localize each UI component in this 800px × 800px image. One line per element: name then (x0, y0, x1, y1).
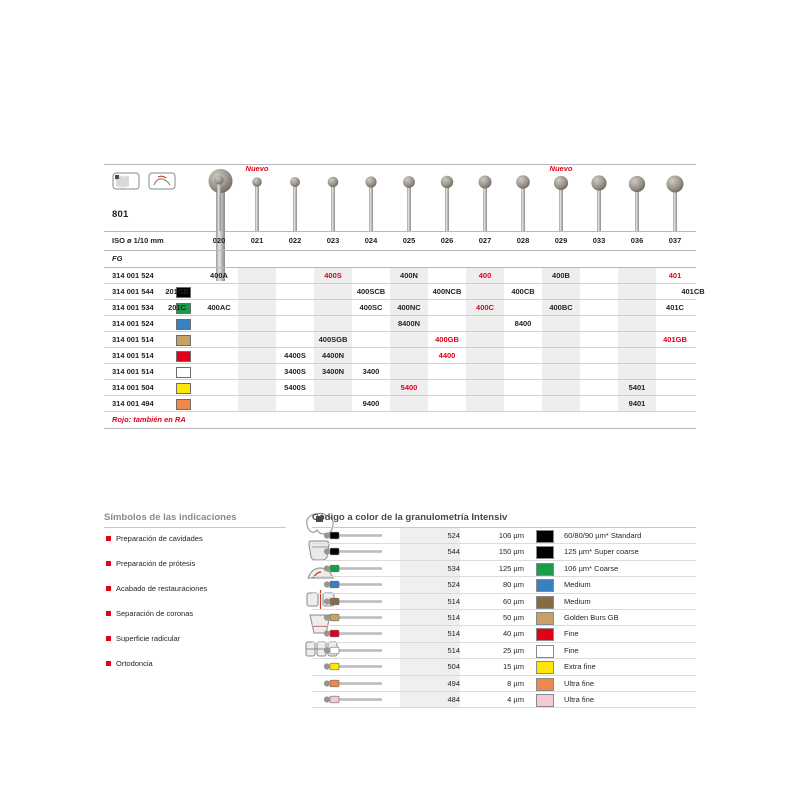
catalog-header-row (104, 165, 696, 232)
column-shade (238, 332, 276, 347)
bur-023 (314, 165, 352, 231)
bur-028 (504, 165, 542, 231)
color-code-number: 544 (447, 547, 460, 557)
color-code-swatch (536, 579, 554, 592)
bur-024 (352, 165, 390, 231)
color-code-row (312, 577, 696, 593)
color-code-grain-size: 15 µm (503, 662, 524, 672)
column-shade (542, 332, 580, 347)
color-code-number: 514 (447, 645, 460, 655)
shank-row (104, 251, 696, 268)
color-code-description: Medium (564, 580, 591, 590)
color-code-bur-illustration (312, 528, 400, 543)
catalog-product-code: 400BC (549, 303, 573, 312)
bur-033 (580, 165, 618, 231)
color-code-swatch (536, 546, 554, 559)
indication-icons (112, 171, 178, 193)
color-code-row (312, 594, 696, 610)
catalog-row (104, 268, 696, 283)
color-code-number: 524 (447, 580, 460, 590)
column-shade (390, 332, 428, 347)
color-code-description: Ultra fine (564, 694, 595, 704)
catalog-product-code: 400AC (207, 303, 231, 312)
symbol-label-4: Superficie radicular (116, 634, 181, 643)
bullet-icon (106, 661, 111, 666)
symbol-row-prosthesis-prep (104, 553, 286, 578)
grit-color-swatch (176, 319, 191, 330)
color-code-bur-illustration (312, 577, 400, 592)
grit-color-swatch (176, 399, 191, 410)
table-bottom-rule (104, 428, 696, 429)
iso-size-row (104, 232, 696, 251)
iso-size-0: 020 (212, 236, 226, 245)
column-shade (390, 284, 428, 299)
catalog-row (104, 364, 696, 379)
catalog-product-code: 400N (400, 271, 418, 280)
iso-size-12: 037 (668, 236, 682, 245)
catalog-product-code: 4400N (321, 351, 345, 360)
color-code-bur-illustration (312, 594, 400, 609)
color-code-number: 504 (447, 662, 460, 672)
column-shade (390, 396, 428, 411)
column-shade (542, 364, 580, 379)
iso-size-4: 024 (364, 236, 378, 245)
column-shade (238, 396, 276, 411)
catalog-product-code: 8400 (514, 319, 532, 328)
column-shade (542, 396, 580, 411)
catalog-product-code: 401 (668, 271, 682, 280)
color-code-swatch (536, 612, 554, 625)
catalog-row-reference: 314 001 544 (112, 287, 154, 296)
color-code-bur-illustration (312, 544, 400, 559)
color-code-bur-illustration (312, 659, 400, 674)
catalog-product-code: 3400N (321, 367, 345, 376)
bur-027 (466, 165, 504, 231)
grit-color-swatch (176, 367, 191, 378)
color-code-grain-size: 8 µm (507, 678, 524, 688)
color-code-bur-illustration (312, 561, 400, 576)
catalog-row-reference: 314 001 514 (112, 367, 154, 376)
column-shade (466, 396, 504, 411)
catalog-row (104, 316, 696, 331)
color-code-row (312, 626, 696, 642)
color-code-description: Fine (564, 645, 579, 655)
color-code-number: 514 (447, 612, 460, 622)
symbols-title: Símbolos de las indicaciones (104, 512, 286, 528)
catalog-product-code: 3400S (284, 367, 306, 376)
column-shade (314, 380, 352, 395)
iso-row-label: ISO ø 1/10 mm (112, 236, 164, 245)
color-code-description: Extra fine (564, 662, 596, 672)
color-code-swatch (536, 645, 554, 658)
bur-026 (428, 165, 466, 231)
column-shade (466, 348, 504, 363)
color-code-swatch (536, 678, 554, 691)
color-code-row (312, 528, 696, 544)
shape-code: 801 (112, 209, 129, 220)
iso-size-10: 033 (592, 236, 606, 245)
catalog-product-code: 4400 (438, 351, 456, 360)
catalog-product-code: 9401 (628, 399, 646, 408)
catalog-row-reference: 314 001 524 (112, 271, 154, 280)
color-code-row (312, 544, 696, 560)
catalog-product-code: 400GB (435, 335, 459, 344)
column-shade (542, 380, 580, 395)
catalog-product-code: 201C (168, 303, 186, 312)
column-shade (238, 284, 276, 299)
column-shade (390, 348, 428, 363)
color-code-number: 494 (447, 678, 460, 688)
symbol-label-0: Preparación de cavidades (116, 534, 203, 543)
column-shade (238, 316, 276, 331)
catalog-product-code: 5400 (400, 383, 418, 392)
color-code-bur-illustration (312, 610, 400, 625)
catalog-product-code: 401GB (663, 335, 687, 344)
bur-025 (390, 165, 428, 231)
column-shade (618, 364, 656, 379)
color-code-row (312, 676, 696, 692)
catalog-product-code: 400SC (359, 303, 383, 312)
catalog-product-code: 201CB (165, 287, 189, 296)
bur-021 (238, 165, 276, 231)
symbol-label-1: Preparación de prótesis (116, 559, 196, 568)
symbol-row-crown-separation (104, 603, 286, 628)
bullet-icon (106, 561, 111, 566)
nuevo-badge-021: Nuevo (245, 164, 269, 173)
catalog-product-code: 8400N (397, 319, 421, 328)
color-code-grain-size: 125 µm (498, 563, 524, 573)
column-shade (314, 396, 352, 411)
catalog-product-code: 400NC (397, 303, 421, 312)
color-code-title: Código a color de la granulometría Intensiv (312, 512, 696, 528)
catalog-row (104, 284, 705, 299)
catalog-product-code: 9400 (362, 399, 380, 408)
color-code-description: Fine (564, 629, 579, 639)
color-code-description: 125 µm* Super coarse (564, 547, 639, 557)
color-code-bur-illustration (312, 692, 400, 707)
grit-color-swatch (176, 335, 191, 346)
catalog-rows (104, 268, 705, 412)
bullet-icon (106, 536, 111, 541)
bur-036 (618, 165, 656, 231)
column-shade (238, 380, 276, 395)
catalog-product-code: 400A (210, 271, 228, 280)
catalog-row (104, 300, 696, 315)
catalog-row (104, 332, 696, 347)
catalog-product-code: 401C (666, 303, 684, 312)
catalog-product-code: 400SCB (356, 287, 386, 296)
catalog-row-reference: 314 001 514 (112, 351, 154, 360)
catalog-row-reference: 314 001 524 (112, 319, 154, 328)
color-code-grain-size: 150 µm (498, 547, 524, 557)
symbol-row-root-surface (104, 628, 286, 653)
color-code-swatch (536, 530, 554, 543)
catalog-row-reference: 314 001 514 (112, 335, 154, 344)
column-shade (390, 364, 428, 379)
iso-size-6: 026 (440, 236, 454, 245)
bur-022 (276, 165, 314, 231)
column-shade (466, 316, 504, 331)
catalog-row-reference: 314 001 494 (112, 399, 154, 408)
column-shade (542, 348, 580, 363)
catalog-row-reference: 314 001 534 (112, 303, 154, 312)
column-shade (618, 316, 656, 331)
color-code-bur-illustration (312, 626, 400, 641)
color-code-row (312, 561, 696, 577)
color-code-row (312, 692, 696, 708)
shape-label-cell (104, 165, 200, 231)
symbol-row-orthodontics (104, 653, 286, 678)
catalog-product-code: 400SGB (318, 335, 348, 344)
catalog-row (104, 396, 696, 411)
iso-size-3: 023 (326, 236, 340, 245)
color-code-number: 534 (447, 563, 460, 573)
color-code-swatch (536, 628, 554, 641)
grit-color-swatch (176, 383, 191, 394)
cavity-prep-icon (112, 171, 142, 193)
iso-size-2: 022 (288, 236, 302, 245)
catalog-product-code: 400S (324, 271, 342, 280)
iso-size-9: 029 (554, 236, 568, 245)
color-code-number: 514 (447, 629, 460, 639)
iso-size-8: 028 (516, 236, 530, 245)
catalog-product-code: 400 (478, 271, 492, 280)
bullet-icon (106, 586, 111, 591)
column-shade (238, 348, 276, 363)
column-shade (238, 300, 276, 315)
catalog-footnote (104, 412, 696, 428)
column-shade (238, 268, 276, 283)
bur-037 (656, 165, 694, 231)
catalog-product-code: 401CB (681, 287, 705, 296)
column-shade (466, 380, 504, 395)
catalog-product-code: 400B (552, 271, 570, 280)
color-code-grain-size: 50 µm (503, 612, 524, 622)
color-code-grain-size: 80 µm (503, 580, 524, 590)
color-code-number: 484 (447, 694, 460, 704)
shank-label: FG (112, 254, 123, 263)
symbol-row-restoration-finishing (104, 578, 286, 603)
color-code-number: 514 (447, 596, 460, 606)
catalog-row-reference: 314 001 504 (112, 383, 154, 392)
root-surface-icon (148, 171, 178, 193)
color-code-description: Ultra fine (564, 678, 595, 688)
color-code-bur-illustration (312, 676, 400, 691)
footnote-text: Rojo: también en RA (112, 415, 186, 424)
color-code-description: Golden Burs GB (564, 612, 619, 622)
column-shade (542, 284, 580, 299)
color-code-number: 524 (447, 531, 460, 540)
iso-size-1: 021 (250, 236, 264, 245)
color-code-swatch (536, 596, 554, 609)
bur-illustration-row (200, 165, 696, 231)
bur-029 (542, 165, 580, 231)
color-code-grain-size: 60 µm (503, 596, 524, 606)
column-shade (542, 316, 580, 331)
symbol-label-2: Acabado de restauraciones (116, 584, 208, 593)
catalog-product-code: 400C (476, 303, 494, 312)
catalog-product-code: 3400 (362, 367, 380, 376)
color-code-bur-illustration (312, 643, 400, 658)
column-shade (618, 268, 656, 283)
column-shade (466, 284, 504, 299)
color-code-row (312, 643, 696, 659)
column-shade (618, 332, 656, 347)
catalog-product-code: 5401 (628, 383, 646, 392)
bullet-icon (106, 636, 111, 641)
catalog-row (104, 348, 696, 363)
color-code-grain-size: 4 µm (507, 694, 524, 704)
color-code-description: Medium (564, 596, 591, 606)
color-code-row (312, 610, 696, 626)
nuevo-badge-029: Nuevo (549, 164, 573, 173)
catalog-product-code: 400NCB (432, 287, 462, 296)
symbol-row-cavity-prep (104, 528, 286, 553)
column-shade (314, 284, 352, 299)
color-code-grain-size: 25 µm (503, 645, 524, 655)
column-shade (314, 300, 352, 315)
iso-size-11: 036 (630, 236, 644, 245)
bur-catalog-table (104, 164, 705, 429)
catalog-row (104, 380, 696, 395)
column-shade (618, 300, 656, 315)
color-code-rows (312, 528, 696, 708)
grit-color-swatch (176, 351, 191, 362)
iso-size-5: 025 (402, 236, 416, 245)
column-shade (466, 332, 504, 347)
color-code-grain-size: 106 µm (498, 531, 524, 540)
catalog-product-code: 400CB (511, 287, 535, 296)
color-code-swatch (536, 563, 554, 576)
symbols-panel (104, 512, 286, 678)
color-code-swatch (536, 661, 554, 674)
catalog-product-code: 5400S (284, 383, 306, 392)
iso-size-7: 027 (478, 236, 492, 245)
color-code-swatch (536, 694, 554, 707)
catalog-product-code: 4400S (284, 351, 306, 360)
color-code-row (312, 659, 696, 675)
bur-020 (200, 165, 238, 231)
color-code-panel (312, 512, 696, 708)
symbol-label-5: Ortodoncia (116, 659, 153, 668)
column-shade (314, 316, 352, 331)
column-shade (618, 284, 656, 299)
color-code-description: 106 µm* Coarse (564, 563, 619, 573)
color-code-grain-size: 40 µm (503, 629, 524, 639)
column-shade (618, 348, 656, 363)
bullet-icon (106, 611, 111, 616)
color-code-description: 60/80/90 µm* Standard (564, 531, 642, 540)
symbol-label-3: Separación de coronas (116, 609, 194, 618)
column-shade (466, 364, 504, 379)
column-shade (238, 364, 276, 379)
